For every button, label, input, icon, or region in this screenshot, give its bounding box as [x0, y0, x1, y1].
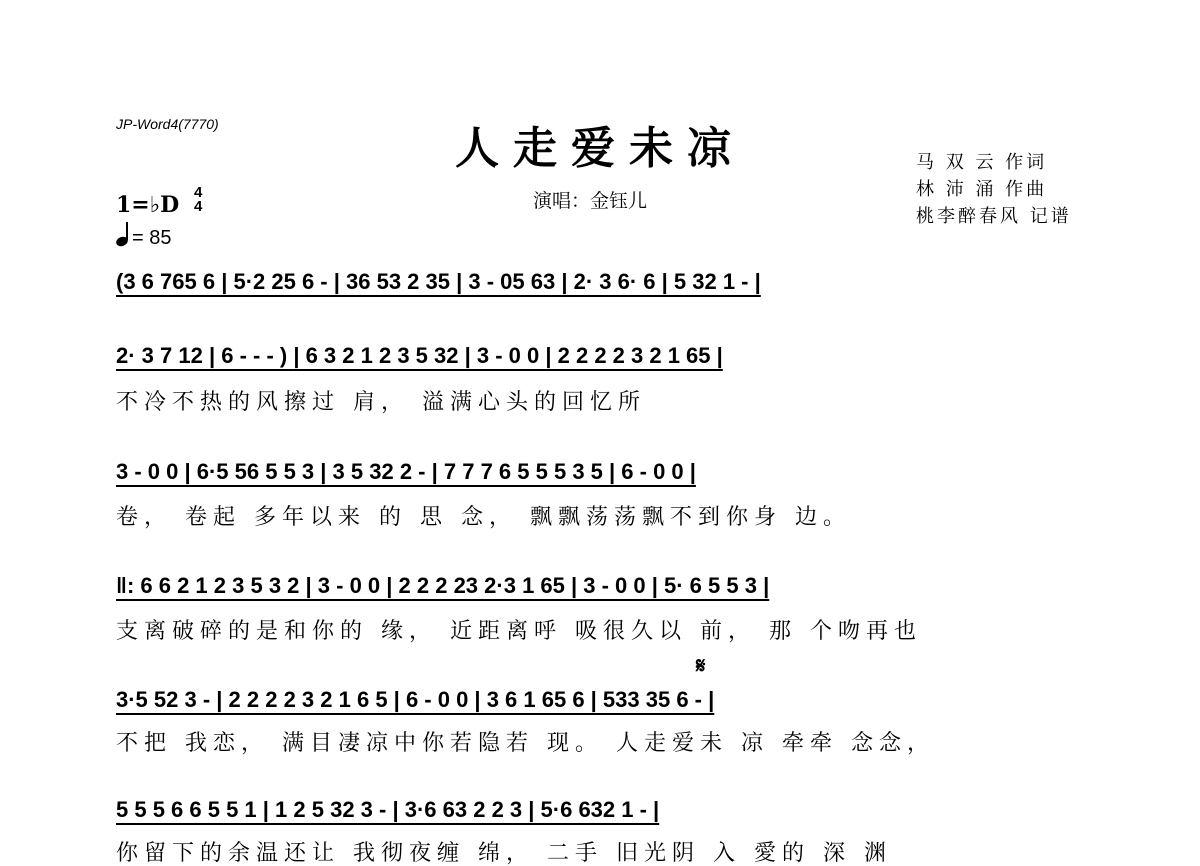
- song-title: 人走爱未凉: [455, 123, 745, 174]
- tempo-marking: [116, 226, 171, 250]
- music-line-3: [116, 452, 1088, 492]
- music-line-6-notation: 5 5 5 6 6 5 5 1 | 1 2 5 32 3 - | 3·6 63 2 2 3 | 5·6 632 1 - |: [116, 797, 660, 822]
- lyric-line-5: 不把 我恋， 满目凄凉中你若隐若 现。 人走爱未 凉 牵牵 念念，: [116, 731, 935, 756]
- composer-credit: 林 沛 涌 作曲: [916, 179, 1048, 200]
- music-line-4: [116, 566, 1088, 606]
- music-line-5-notation: 3·5 52 3 - | 2 2 2 2 3 2 1 6 5 | 6 - 0 0 | 3 6 1 65 6 | 533 35 6 - |: [116, 687, 715, 712]
- segno-icon: 𝄋: [696, 654, 706, 679]
- lyric-line-3: 卷， 卷起 多年以来 的 思 念， 飘飘荡荡飘不到你身 边。: [116, 505, 851, 530]
- lyricist-credit: 马 双 云 作词: [916, 152, 1048, 173]
- music-line-5: [116, 680, 1088, 720]
- music-line-4-notation: ‖: 6 6 2 1 2 3 5 3 2 | 3 - 0 0 | 2 2 2 23 2·3 1 65 | 3 - 0 0 | 5· 6 5 5 3 |: [116, 573, 770, 598]
- time-signature: [194, 186, 202, 214]
- music-line-2-notation: 2· 3 7 12 | 6 - - - ) | 6 3 2 1 2 3 5 32 | 3 - 0 0 | 2 2 2 2 3 2 1 65 |: [116, 343, 723, 368]
- quarter-note-stem: [126, 222, 128, 240]
- lyric-line-4: 支离破碎的是和你的 缘， 近距离呼 吸很久以 前， 那 个吻再也: [116, 619, 922, 644]
- time-signature-top: 4: [194, 184, 203, 201]
- tempo-value: = 85: [132, 227, 172, 249]
- music-line-6: [116, 790, 1088, 830]
- lyric-line-2: 不冷不热的风擦过 肩， 溢满心头的回忆所: [116, 390, 646, 415]
- lyric-line-6: 你留下的余温还让 我彻夜缠 绵， 二手 旧光阴 入 愛的 深 渊: [116, 841, 892, 866]
- singer-credit: 演唱：金钰儿: [533, 190, 648, 212]
- time-signature-bottom: 4: [194, 198, 203, 215]
- music-line-3-notation: 3 - 0 0 | 6·5 56 5 5 3 | 3 5 32 2 - | 7 7 7 6 5 5 5 3 5 | 6 - 0 0 |: [116, 459, 696, 484]
- music-line-1-notation: (3 6 765 6 | 5·2 25 6 - | 36 53 2 35 | 3 - 05 63 | 2· 3 6· 6 | 5 32 1 - |: [116, 269, 761, 294]
- music-line-2: [116, 336, 1088, 376]
- music-line-1: [116, 262, 1088, 302]
- transcriber-credit: 桃李醉春风 记谱: [916, 206, 1072, 227]
- source-label: JP-Word4(7770): [116, 116, 219, 132]
- key-signature: 1=♭D: [116, 192, 180, 218]
